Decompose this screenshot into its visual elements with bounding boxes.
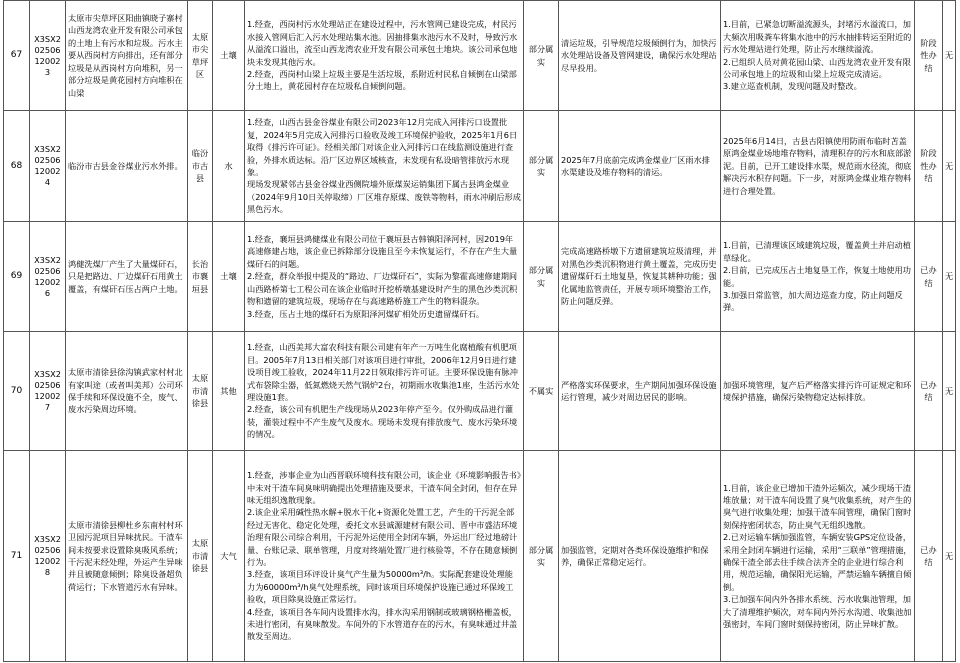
row-number-content: 67: [10, 50, 23, 61]
rectification-measures-paragraph: 1.目前，已紧急切断溢流源头，封堵污水溢流口，加大频次用吸粪车将集水池中的污水抽排转运至附近的污水处理站进行处理，防止污水继续溢流。: [723, 19, 912, 55]
district: [188, 222, 213, 332]
rectification-target: [559, 332, 721, 451]
rectification-measures-paragraph: 2.已对运输车辆加强监管，车辆安装GPS定位设备，采用全封闭车辆进行运输，采用“三联单”管理措施，确保干渣全部去往手续合法齐全的企业进行综合利用，规范运输，确保阳光运输，严禁运输车辆擅自倾倒。: [723, 532, 912, 592]
investigation-findings-paragraph: 4.经查，该项目各车间内设置排水沟，排水沟采用钢制或玻璃钢格栅盖板，未进行密闭，有臭味散发。车间外的下水管道存在的污水，有臭味通过井盖散发至周边。: [247, 606, 518, 642]
pollution-type-content: 大气: [220, 550, 237, 561]
verification-status-content: 部分属实: [528, 44, 554, 67]
progress-status: [915, 451, 943, 662]
table-row: [4, 111, 956, 222]
rectification-target-content: 严格落实环保要求，生产期间加强环保设施运行管理，减少对周边居民的影响。: [561, 379, 717, 402]
complaint-code: [30, 111, 66, 222]
progress-status-content: 阶段性办结: [920, 37, 937, 73]
district-content: 临汾市古县: [191, 148, 209, 184]
rectification-target-content: 清运垃圾，引导规范垃圾倾倒行为，加快污水处理站设备及管网建设，确保污水处理站尽早投用。: [561, 37, 717, 73]
progress-status-content: 已办结: [920, 265, 937, 288]
row-number-content: 69: [10, 271, 23, 282]
verification-status: [524, 111, 559, 222]
pollution-type-content: 其他: [220, 385, 237, 396]
complaint-content-content: 临汾市古县金谷煤业污水外排。: [68, 160, 183, 171]
verification-status: [524, 222, 559, 332]
row-number: [4, 111, 30, 222]
complaint-code-content: X3SX202506120027: [34, 369, 61, 412]
table-row: [4, 222, 956, 332]
district: [188, 111, 213, 222]
accountability: [943, 222, 956, 332]
row-number: [4, 222, 30, 332]
investigation-findings-paragraph: 3.经查，压占土地的煤矸石为原阳泽河煤矿相处历史遗留煤矸石。: [247, 308, 485, 319]
verification-status: [524, 451, 559, 662]
rectification-measures-paragraph: 加强环境管理，复产后严格落实排污许可证规定和环境保护措施，确保污染物稳定达标排放。: [723, 379, 912, 402]
investigation-findings-content: [247, 18, 521, 92]
investigation-findings-content: [247, 341, 521, 440]
complaint-content-content: 太原市清徐县柳杜乡东南村村环卫园污泥项目异味扰民。干渣车间未按要求设置除臭吸风系统；干污泥未经处理，外运产生异味并且被随意倾倒；除臭设备超负荷运行；下水管道污水有异味。: [68, 519, 183, 592]
verification-status-content: 部分属实: [528, 544, 554, 567]
district-content: 长治市襄垣县: [191, 258, 209, 294]
district: [188, 332, 213, 451]
complaint-content-content: 太原市清徐县徐沟镇武家村村北有家叫途（或者叫美邦）公司环保手续和环保设施不全，废气、废水污染周边环境。: [68, 367, 183, 415]
complaint-code-content: X3SX202506120026: [34, 254, 61, 298]
accountability: [943, 451, 956, 662]
investigation-findings-paragraph: 2.经查，群众举报中提及的“路边、厂边煤矸石”，实际为黎霍高速修建期间山西路桥第七工程公司在该企业临时开挖桥墩基建设时产生的黑色沙类沉积物和遗留的建筑垃圾，现场存在与高速路桥施工产生的物料混杂。: [247, 271, 518, 307]
rectification-measures-paragraph: 1.目前，该企业已增加干渣外运频次，减少现场干渣堆放量；对干渣车间设置了臭气收集系统，对产生的臭气进行收集处理；加强干渣车间管理，确保门窗时刻保持密闭状态，防止臭气无组织逸散。: [723, 482, 912, 530]
pollution-type-content: 土壤: [220, 271, 237, 282]
progress-status: [915, 332, 943, 451]
complaint-code: [30, 332, 66, 451]
progress-status: [915, 222, 943, 332]
investigation-findings: [245, 332, 524, 451]
accountability-content: 无: [945, 160, 953, 171]
district-content: 太原市清徐县: [191, 373, 209, 409]
complaint-content-content: 太原市尖草坪区阳曲镇晓子寨村山西龙湾农业开发有限公司承包的土地上有污水和垃圾。污水主要从西岗村方向排出，还有部分垃圾是从西岗村方向堆积，另一部分垃圾是黄花园村方向堆积在山梁: [68, 13, 183, 98]
progress-status-content: 已办结: [920, 379, 937, 402]
row-number-content: 68: [10, 160, 23, 171]
investigation-findings: [245, 1, 524, 111]
verification-status-content: 部分属实: [528, 154, 554, 177]
rectification-measures-content: [723, 482, 912, 631]
rectification-target-content: 完成高速路桥墩下方遗留建筑垃圾清理，并对黑色沙类沉积物进行黄土覆盖，完成历史遗留煤矸石土地复垦，恢复其耕种功能；强化属地监管责任，开展专项环境整治工作，防止问题反弹。: [561, 246, 717, 307]
row-number-content: 71: [10, 550, 23, 561]
investigation-findings-paragraph: 2.经查，西岗村山梁上垃圾主要是生活垃圾，系附近村民私自倾倒在山梁部分土地上，黄花园村存在垃圾私自倾倒问题。: [247, 68, 517, 92]
accountability-content: 无: [945, 271, 953, 282]
rectification-target-content: 加强监管，定期对各类环保设施维护和保养，确保正常稳定运行。: [561, 544, 709, 567]
row-number: [4, 1, 30, 111]
investigation-findings: [245, 111, 524, 222]
rectification-measures: [721, 1, 915, 111]
complaint-content: [66, 332, 188, 451]
district-content: 太原市清徐县: [191, 538, 209, 574]
rectification-measures-paragraph: 3.建立巡查机制，发现问题及时整改。: [723, 81, 862, 92]
table-row: [4, 332, 956, 451]
complaint-code-content: X3SX202506120024: [34, 144, 61, 187]
complaint-content: [66, 1, 188, 111]
complaint-content: [66, 111, 188, 222]
verification-status: [524, 332, 559, 451]
investigation-findings-paragraph: 2.该企业采用碱性热水解+脱水干化+资源化处置工艺，产生的干污泥全部经过无害化、稳定化处理，委托文水县诚源建材有限公司、晋中市盛洁环境治理有限公司综合利用，干污泥外运使用全封闭车辆，外运出厂经过地磅计量、台账记录、联单管理，月度对终端处置厂进行核验等，不存在随意倾倒行为。: [247, 507, 518, 567]
complaint-content: [66, 451, 188, 662]
progress-status-content: 已办结: [920, 544, 937, 567]
row-number: [4, 332, 30, 451]
accountability-content: 无: [945, 50, 953, 61]
investigation-findings-paragraph: 1.经查，襄垣县鸿健煤业有限公司位于襄垣县古韩镇阳泽河村，因2019年高速修建占地，该企业已拆除部分设施且至今未恢复运行，不存在产生大量煤矸石的问题。: [247, 234, 518, 269]
rectification-target-content: 2025年7月底前完成鸿金煤业厂区雨水排水渠建设及堆存物料的清运。: [561, 154, 710, 177]
pollution-type: [213, 451, 245, 662]
rectification-target: [559, 111, 721, 222]
complaint-code-content: X3SX202506120023: [34, 33, 61, 77]
investigation-findings-paragraph: 现场发现紧邻古县金谷煤业西侧院墙外原煤炭运销集团下属古县鸿金煤业（2024年9月10日关停取缔）厂区堆存原煤、废铁等物料，雨水冲刷后形成黑色污水。: [247, 179, 521, 215]
rectification-measures: [721, 332, 915, 451]
rectification-target: [559, 1, 721, 111]
accountability-content: 无: [945, 550, 953, 561]
complaint-code: [30, 451, 66, 662]
investigation-findings-paragraph: 1.经查，涉事企业为山西晋联环境科技有限公司，该企业《环境影响报告书》中未对干渣车间臭味明确提出处理措施及要求，干渣车间全封闭，但存在异味无组织逸散现象。: [247, 470, 521, 505]
rectification-measures-paragraph: 3.已加强车间内外各排水系统、污水收集池管理，加大了清理维护频次，对车间内外污水沟道、收集池加强密封，车间门窗时刻保持密闭，防止异味扩散。: [723, 594, 912, 630]
accountability: [943, 332, 956, 451]
investigation-findings-content: [247, 116, 521, 215]
complaint-content-content: 鸿健洗煤厂产生了大量煤矸石，只是把路边、厂边煤矸石用黄土覆盖，有煤矸石压占两户土地。: [68, 258, 183, 294]
investigation-findings-paragraph: 2.经查，该公司有机肥生产线现场从2023年停产至今。仅外购成品进行灌装，灌装过程中不产生废气及废水。现场未发现有排放废气、废水污染环境的情况。: [247, 404, 518, 440]
investigation-findings: [245, 451, 524, 662]
district-content: 太原市尖草坪区: [191, 31, 209, 79]
investigation-findings-paragraph: 3.经查，该项目环评设计臭气产生量为50000m³/h。实际配套建设处理能力为60000m³/h臭气处理系统，同时该项目环境保护设施已通过环保竣工验收，项目除臭设施正常运行。: [247, 569, 514, 605]
accountability-content: 无: [945, 385, 953, 396]
pollution-type: [213, 1, 245, 111]
rectification-measures: [721, 222, 915, 332]
rectification-measures-content: [723, 18, 912, 92]
district: [188, 1, 213, 111]
rectification-measures: [721, 111, 915, 222]
complaint-content: [66, 222, 188, 332]
complaint-code-content: X3SX202506120028: [34, 534, 61, 577]
rectification-measures-content: [723, 239, 912, 313]
accountability: [943, 1, 956, 111]
rectification-measures: [721, 451, 915, 662]
table-row: [4, 1, 956, 111]
investigation-findings-content: [247, 469, 521, 643]
rectification-measures-paragraph: 1.目前，已清理该区域建筑垃圾，覆盖黄土并启动植草绿化。: [723, 240, 911, 263]
investigation-findings-content: [247, 233, 521, 320]
row-number-content: 70: [10, 385, 23, 396]
rectification-measures-content: [723, 379, 912, 404]
verification-status-content: 部分属实: [528, 265, 554, 288]
rectification-target: [559, 451, 721, 662]
progress-status: [915, 111, 943, 222]
investigation-findings-paragraph: 1.经查，西岗村污水处理站正在建设过程中，污水管网已建设完成，村民污水接入管网后汇入污水处理站集水池。因抽排集水池污水不及时，导致污水从溢流口溢出，流至山西龙湾农业开发有限公司承包土地块。该公司承包地块未发现其他污水。: [247, 19, 518, 67]
rectification-measures-paragraph: 2025年6月14日，古县古阳镇使用防雨布临时苫盖原鸿金煤业场地堆存物料，清理积存的污水和底部淤泥。目前，已开工建设排水渠，规范雨水径流，彻底解决污水积存问题。下一步，对原鸿金煤业堆存物料进行合理处置。: [723, 135, 912, 196]
row-number: [4, 451, 30, 662]
rectification-target: [559, 222, 721, 332]
rectification-measures-paragraph: 2.目前，已完成压占土地复垦工作，恢复土地使用功能。: [723, 265, 911, 288]
complaint-table: [3, 0, 956, 662]
table-body: [4, 1, 956, 662]
pollution-type: [213, 111, 245, 222]
rectification-measures-paragraph: 3.加强日常监管，加大周边巡查力度，防止问题反弹。: [723, 289, 903, 313]
table-row: [4, 451, 956, 662]
rectification-measures-content: [723, 135, 912, 197]
complaint-code: [30, 1, 66, 111]
rectification-measures-paragraph: 2.已组织人员对黄花园山梁、山西龙湾农业开发有限公司承包地上的垃圾和山梁上垃圾完成清运。: [723, 56, 911, 79]
investigation-findings-paragraph: 1.经查，山西美邦大富农科技有限公司建有年产一万吨生化腐植酸有机肥项目。2005年7月13日相关部门对该项目进行审批，2006年12月9日进行建设项目竣工验收，2024年11月22日领取排污许可证。主要环保设施有脉冲式布袋除尘器，低氮燃烧天然气锅炉2台，初期雨水收集池1座，生活污水处理设施1套。: [247, 342, 520, 402]
pollution-type: [213, 222, 245, 332]
pollution-type-content: 土壤: [220, 50, 237, 61]
pollution-type: [213, 332, 245, 451]
accountability: [943, 111, 956, 222]
investigation-findings: [245, 222, 524, 332]
district: [188, 451, 213, 662]
complaint-code: [30, 222, 66, 332]
progress-status-content: 阶段性办结: [920, 148, 937, 184]
pollution-type-content: 水: [224, 160, 233, 171]
progress-status: [915, 1, 943, 111]
investigation-findings-paragraph: 1.经查，山西古县金谷煤业有限公司2023年12月完成入河排污口设置批复，2024年5月完成入河排污口验收及竣工环境保护验收，2025年1月6日取得《排污许可证》。经相关部门对该企业入河排污口在线监测设施进行查验，外排水质达标。沿厂区边界区域核查，未发现有私设暗管排放污水现象。: [247, 117, 518, 177]
verification-status-content: 不属实: [528, 385, 554, 396]
verification-status: [524, 1, 559, 111]
